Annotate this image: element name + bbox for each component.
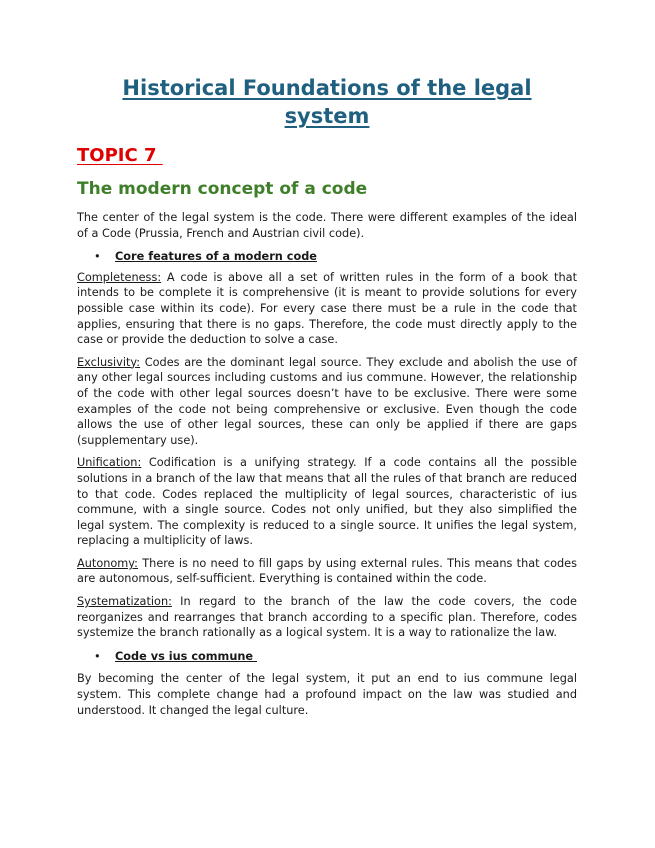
text-exclusivity: Codes are the dominant legal source. They exclude and abolish the use of any other legal sources including customs and ius commune. However, the relationship of the code with other legal sources doesn’t have to be exclusive. There were some examples of the code not being comprehensive or exclusive. Even though the code allows the use of other legal sources, these can only be applied if there are gaps (supplementary use). (77, 355, 577, 447)
paragraph-unification (77, 455, 577, 549)
text-unification: Codification is a unifying strategy. If a code contains all the possible solutions in a branch of the law that means that all the rules of that branch are reduced to that code. Codes replaced the multiplicity of legal sources, characteristic of ius commune, with a single source. Codes not only unified, but they also simplified the legal system. The complexity is reduced to a single source. It unifies the legal system, replacing a multiplicity of laws. (77, 456, 577, 548)
bullet-core-features (77, 249, 577, 265)
paragraph-completeness (77, 270, 577, 348)
bullet-heading-core-features: Core features of a modern code (115, 250, 317, 264)
label-exclusivity: Exclusivity: (77, 355, 141, 369)
label-autonomy: Autonomy: (77, 556, 138, 570)
bullet-heading-code-vs-ius-commune: Code vs ius commune (115, 649, 258, 663)
document-title: Historical Foundations of the legal system (122, 76, 532, 128)
section-subtitle: The modern concept of a code (77, 179, 368, 199)
document-page (77, 74, 577, 718)
label-systematization: Systematization: (77, 595, 172, 609)
text-autonomy: There is no need to fill gaps by using external rules. This means that codes are autonomous, self-sufficient. Everything is contained within the code. (77, 556, 577, 586)
intro-paragraph: The center of the legal system is the code. There were different examples of the ideal of a Code (Prussia, French and Austrian civil code). (77, 211, 577, 240)
bullet-code-vs-ius-commune (77, 649, 577, 665)
paragraph-autonomy (77, 556, 577, 587)
label-completeness: Completeness: (77, 270, 162, 284)
text-systematization: In regard to the branch of the law the code covers, the code reorganizes and rearranges that branch according to a specific plan. Therefore, codes systemize the branch rationally as a logical system. It is a way to rationalize the law. (77, 595, 577, 640)
bullet-icon: • (94, 250, 101, 264)
label-unification: Unification: (77, 456, 142, 470)
paragraph-exclusivity (77, 355, 577, 449)
paragraph-code-vs-ius-commune: By becoming the center of the legal system, it put an end to ius commune legal system. This complete change had a profound impact on the law was studied and understood. It changed the legal culture. (77, 672, 577, 717)
bullet-icon: • (94, 649, 101, 663)
topic-heading: TOPIC 7 (77, 145, 163, 166)
text-completeness: A code is above all a set of written rules in the form of a book that intends to be complete it is comprehensive (it is meant to provide solutions for every possible case within its code). For every case there must be a rule in the code that applies, ensuring that there is no gaps. Therefore, the code must directly apply to the case or provide the deduction to solve a case. (77, 270, 577, 347)
paragraph-systematization (77, 594, 577, 641)
